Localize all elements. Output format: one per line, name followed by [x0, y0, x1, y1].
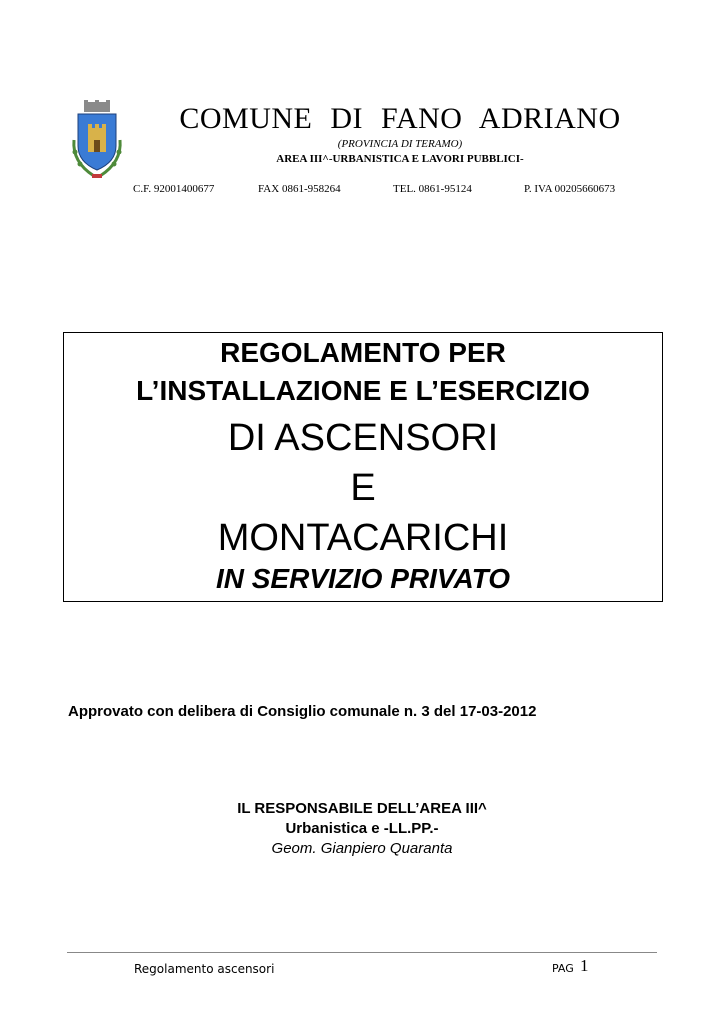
footer-divider: [67, 952, 657, 953]
fiscal-code: C.F. 92001400677: [133, 183, 215, 195]
signature-department: Urbanistica e -LL.PP.-: [285, 820, 439, 837]
title-line-2: L’INSTALLAZIONE E L’ESERCIZIO: [136, 375, 590, 406]
title-line-1: REGOLAMENTO PER: [220, 337, 506, 368]
title-line-4: E: [350, 467, 376, 509]
fax-number: FAX 0861-958264: [258, 183, 341, 195]
document-title-box: [63, 332, 663, 602]
footer-document-name: Regolamento ascensori: [134, 962, 275, 976]
footer-page-label: PAG: [552, 962, 574, 975]
footer-page-number: 1: [580, 956, 589, 975]
municipal-crest-icon: [68, 100, 126, 180]
province-subtitle: (PROVINCIA DI TERAMO): [337, 138, 463, 150]
approval-note: Approvato con delibera di Consiglio comunale n. 3 del 17-03-2012: [68, 703, 537, 720]
signature-name: Geom. Gianpiero Quaranta: [271, 840, 453, 857]
title-line-6: IN SERVIZIO PRIVATO: [215, 563, 511, 594]
title-line-5: MONTACARICHI: [217, 517, 509, 559]
municipality-title: COMUNE DI FANO ADRIANO: [179, 102, 621, 135]
vat-number: P. IVA 00205660673: [524, 183, 616, 195]
signature-role: IL RESPONSABILE DELL’AREA III^: [237, 800, 487, 817]
title-line-3: DI ASCENSORI: [227, 417, 499, 459]
phone-number: TEL. 0861-95124: [393, 183, 472, 195]
department-subtitle: AREA III^-URBANISTICA E LAVORI PUBBLICI-: [276, 153, 524, 165]
